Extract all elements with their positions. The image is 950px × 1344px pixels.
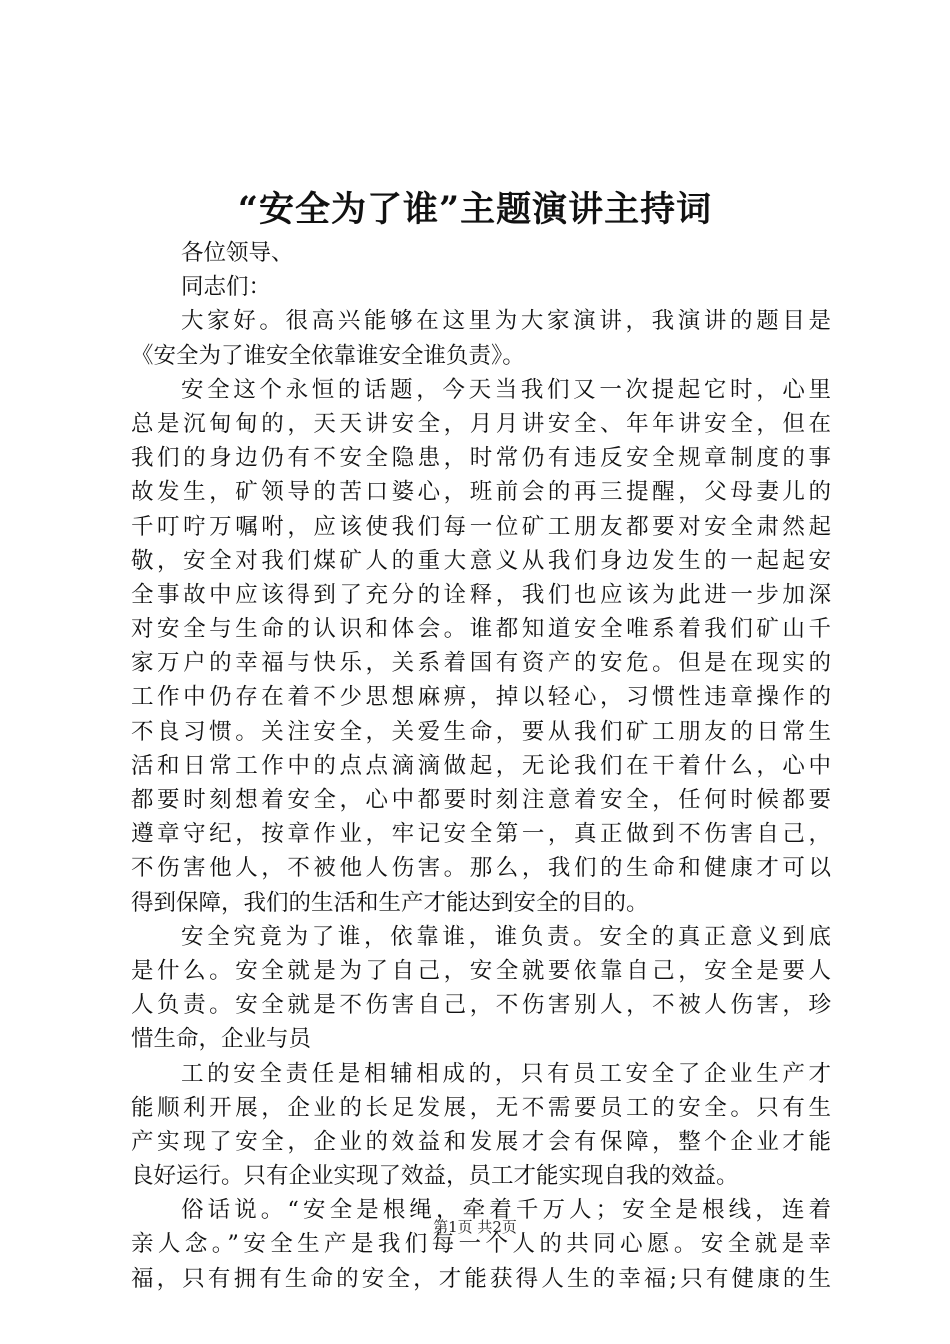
text-line: 千叮咛万嘱咐，应该使我们每一位矿工朋友都要对安全肃然起 (131, 513, 831, 540)
text-line: 产实现了安全，企业的效益和发展才会有保障，整个企业才能 (131, 1128, 831, 1155)
text-line: 家万户的幸福与快乐，关系着国有资产的安危。但是在现实的 (131, 650, 831, 677)
text-line: 是什么。安全就是为了自己，安全就要依靠自己，安全是要人 (131, 957, 831, 984)
text-line: 能顺利开展，企业的长足发展，无不需要员工的安全。只有生 (131, 1094, 831, 1121)
document-body (131, 236, 831, 1296)
page-footer: 第1页 共2页 (433, 1218, 517, 1236)
text-line: 福，只有拥有生命的安全，才能获得人生的幸福;只有健康的生 (131, 1265, 831, 1292)
text-line: 敬，安全对我们煤矿人的重大意义从我们身边发生的一起起安 (131, 547, 831, 574)
text-line: 得到保障，我们的生活和生产才能达到安全的目的。 (131, 889, 649, 916)
text-line: 惜生命，企业与员 (131, 1026, 312, 1053)
text-line: 都要时刻想着安全，心中都要时刻注意着安全，任何时候都要 (131, 787, 831, 813)
document-title: “安全为了谁”主题演讲主持词 (237, 189, 713, 230)
text-line: 我们的身边仍有不安全隐患，时常仍有违反安全规章制度的事 (131, 445, 831, 472)
text-line: 不良习惯。关注安全，关爱生命，要从我们矿工朋友的日常生 (131, 718, 831, 745)
text-line: 同志们： (181, 274, 272, 301)
text-line: 遵章守纪，按章作业，牢记安全第一，真正做到不伤害自己， (131, 821, 831, 848)
text-line: 《安全为了谁安全依靠谁安全谁负责》。 (131, 342, 525, 369)
text-line: 亲人念。”安全生产是我们每一个人的共同心愿。安全就是幸 (131, 1231, 831, 1258)
text-line: 安全这个永恒的话题，今天当我们又一次提起它时，心里 (181, 376, 831, 403)
text-line: 总是沉甸甸的，天天讲安全，月月讲安全、年年讲安全，但在 (131, 410, 831, 437)
text-line: 工的安全责任是相辅相成的，只有员工安全了企业生产才 (181, 1060, 831, 1087)
text-line: 不伤害他人，不被他人伤害。那么，我们的生命和健康才可以 (131, 855, 831, 882)
text-line: 活和日常工作中的点点滴滴做起，无论我们在干着什么，心中 (131, 752, 831, 779)
text-line: 人负责。安全就是不伤害自己，不伤害别人，不被人伤害，珍 (131, 992, 831, 1019)
text-line: 对安全与生命的认识和体会。谁都知道安全唯系着我们矿山千 (131, 616, 831, 643)
text-line: 良好运行。只有企业实现了效益，员工才能实现自我的效益。 (131, 1163, 739, 1190)
text-line: 安全究竟为了谁，依靠谁，谁负责。安全的真正意义到底 (181, 923, 831, 950)
text-line: 全事故中应该得到了充分的诠释，我们也应该为此进一步加深 (131, 581, 831, 608)
text-line: 大家好。很高兴能够在这里为大家演讲，我演讲的题目是 (181, 308, 831, 335)
text-line: 故发生，矿领导的苦口婆心，班前会的再三提醒，父母妻儿的 (131, 479, 831, 506)
text-line: 工作中仍存在着不少思想麻痹，掉以轻心，习惯性违章操作的 (131, 684, 831, 711)
text-line: 俗话说。“安全是根绳，牵着千万人；安全是根线，连着 (181, 1197, 831, 1224)
text-line: 各位领导、 (181, 240, 294, 266)
